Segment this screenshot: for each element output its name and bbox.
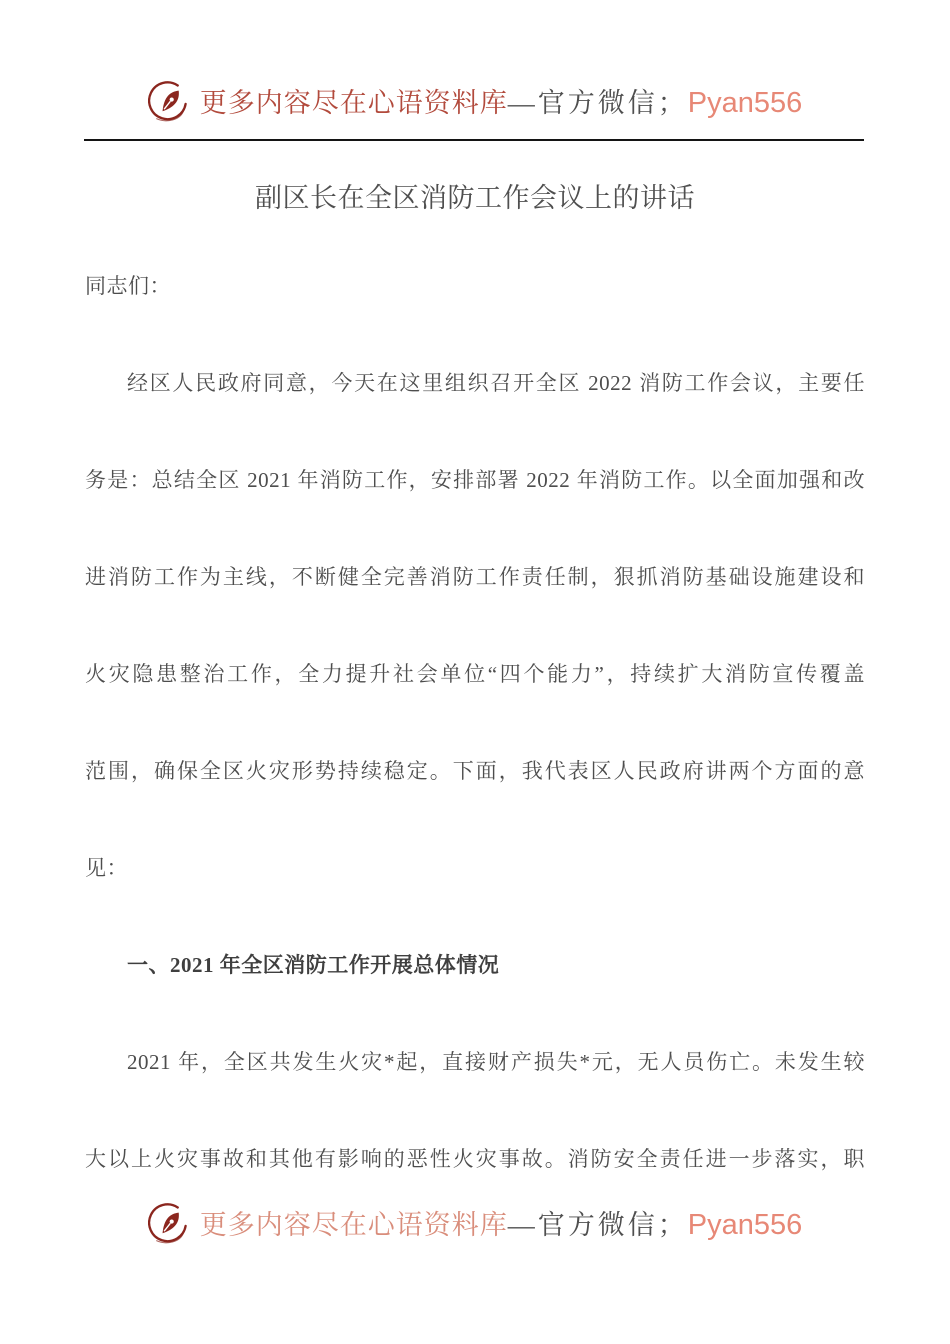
paragraph-line: 经区人民政府同意，今天在这里组织召开全区 2022 消防工作会议，主要任 [127, 371, 865, 395]
pen-nib-circle-icon [148, 1202, 190, 1248]
brand-dash-label: —官方微信； [507, 87, 688, 118]
paragraph-line: 见： [85, 856, 128, 880]
pen-nib-circle-icon [148, 80, 190, 126]
header-divider-line [84, 139, 864, 141]
paragraph-line: 同志们： [85, 274, 171, 298]
page-title: 副区长在全区消防工作会议上的讲话 [255, 183, 695, 213]
paragraph-line: 大以上火灾事故和其他有影响的恶性火灾事故。消防安全责任进一步落实，职 [85, 1147, 865, 1171]
brand-name: 更多内容尽在心语资料库 [199, 87, 508, 118]
header-brandbar [0, 76, 950, 130]
header-brand-text [199, 86, 803, 119]
paragraph-line: 2021 年，全区共发生火灾*起，直接财产损失*元，无人员伤亡。未发生较 [127, 1050, 865, 1074]
paragraph-line: 范围，确保全区火灾形势持续稳定。下面，我代表区人民政府讲两个方面的意 [85, 759, 865, 783]
brand-dash-label: —官方微信； [507, 1209, 688, 1240]
footer-brand-text [199, 1208, 803, 1241]
document-body [85, 238, 865, 1208]
section-heading: 一、2021 年全区消防工作开展总体情况 [127, 953, 500, 977]
paragraph-line: 进消防工作为主线，不断健全完善消防工作责任制，狠抓消防基础设施建设和 [85, 565, 865, 589]
wechat-id: Pyan556 [687, 1208, 803, 1241]
paragraph-line: 务是：总结全区 2021 年消防工作，安排部署 2022 年消防工作。以全面加强和改 [85, 468, 865, 492]
paragraph-line: 火灾隐患整治工作，全力提升社会单位“四个能力”，持续扩大消防宣传覆盖 [85, 662, 865, 686]
brand-name: 更多内容尽在心语资料库 [199, 1209, 508, 1240]
wechat-id: Pyan556 [687, 86, 803, 119]
footer-brandbar [0, 1198, 950, 1252]
